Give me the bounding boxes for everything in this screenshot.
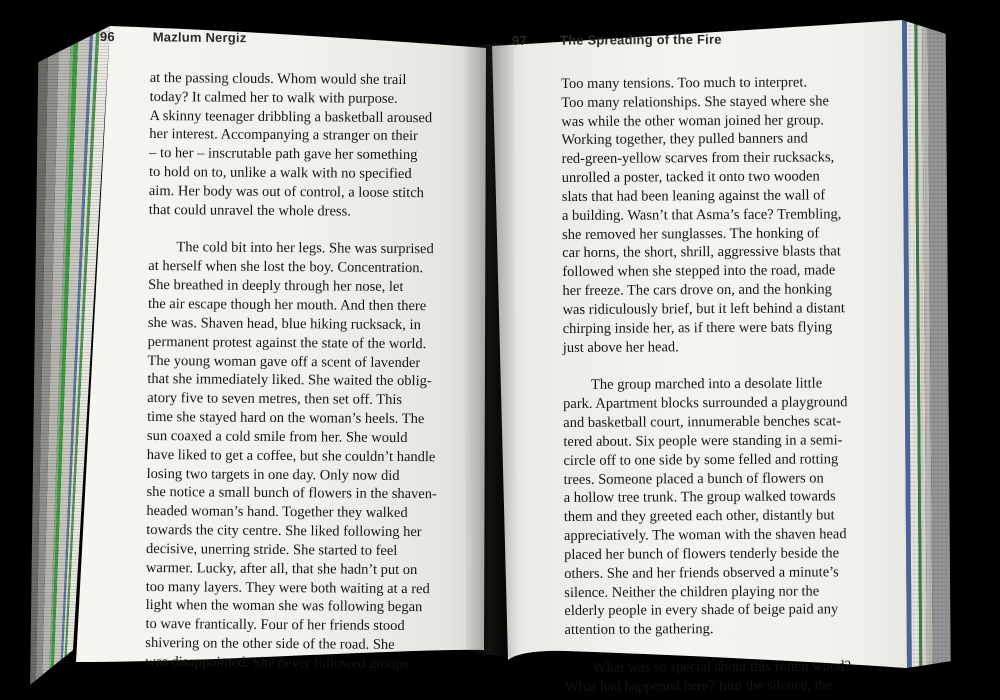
paragraph: What was so special about this rotten wood? What had happened here? Into the silence, the — [564, 658, 851, 695]
left-page-body — [145, 50, 570, 694]
page-number-right: 97 — [512, 32, 527, 48]
page-number-left: 96 — [99, 29, 115, 45]
paragraph: The group marched into a desolate little park. Apartment blocks surrounded a playground and basketball court, innumerable benches scat- tered about. Six people were standing in a semi- circle off to one side by some felled and rotting trees. Someone placed a bunch of flowers on a hollow tree trunk. The group walked towards them and they greeted each other, distantly but appreciatively. The woman with the shaven head placed her bunch of flowers tenderly beside the others. She and her friends observed a minute’s silence. Neither the children playing nor the elderly people in every shade of beige paid any attention to the gathering. — [563, 375, 848, 639]
paragraph: Too many tensions. Too much to interpret. Too many relationships. She stayed where she was while the other woman joined her group. Working together, they pulled banners and red-green-yellow scarves from their rucksacks, unrolled a poster, tacked it onto two wooden slats that had been leaning against the wall of a building. Wasn’t that Asma’s face? Trembling, she removed her sunglasses. The honking of car horns, the short, shrill, aggressive blasts that followed when she stepped into the road, made her freeze. The cars drove on, and the honking was ridiculously brief, but it left behind a distant chirping inside her, as if there were bats flying just above her head. — [561, 74, 845, 356]
running-title-right: The Spreading of the Fire — [559, 31, 722, 48]
running-header-left — [100, 29, 247, 45]
running-title-left: Mazlum Nergiz — [152, 29, 247, 46]
paragraph: at the passing clouds. Whom would she trail today? It calmed her to walk with purpose. A skinny teenager dribbling a basketball aroused her interest. Accompanying a stranger on their – to her – inscrutable path gave her something to hold on to, unlike a walk with no specified aim. Her body was out of control, a loose stitch that could unravel the whole dress. — [148, 69, 433, 220]
running-header-right — [512, 32, 722, 48]
paragraph: The cold bit into her legs. She was surprised at herself when she lost the boy. Concentration. She breathed in deeply through her nose, let the air escape though her mouth. And then there she was. Shaven head, blue hiking rucksack, in permanent protest against the state of the world. The young woman gave off a scent of lavender that she immediately liked. She waited the oblig- atory five to seven metres, then set off. This time she stayed hard on the woman’s heels. The sun coaxed a cold smile from her. She would have liked to get a coffee, but she couldn’t handle losing two targets in one day. Only now did she notice a small bunch of flowers in the shaven- headed woman’s hand. Together they walked towards the city centre. She liked following her decisive, unerring stride. She started to feel warmer. Lucky, after all, that she hadn’t put on too many layers. They were both waiting at a red light when the woman she was following began to wave frantically. Four of her friends stood shivering on the other side of the road. She was disappointed. She never followed groups. — [145, 239, 437, 673]
right-page-body — [561, 53, 985, 700]
